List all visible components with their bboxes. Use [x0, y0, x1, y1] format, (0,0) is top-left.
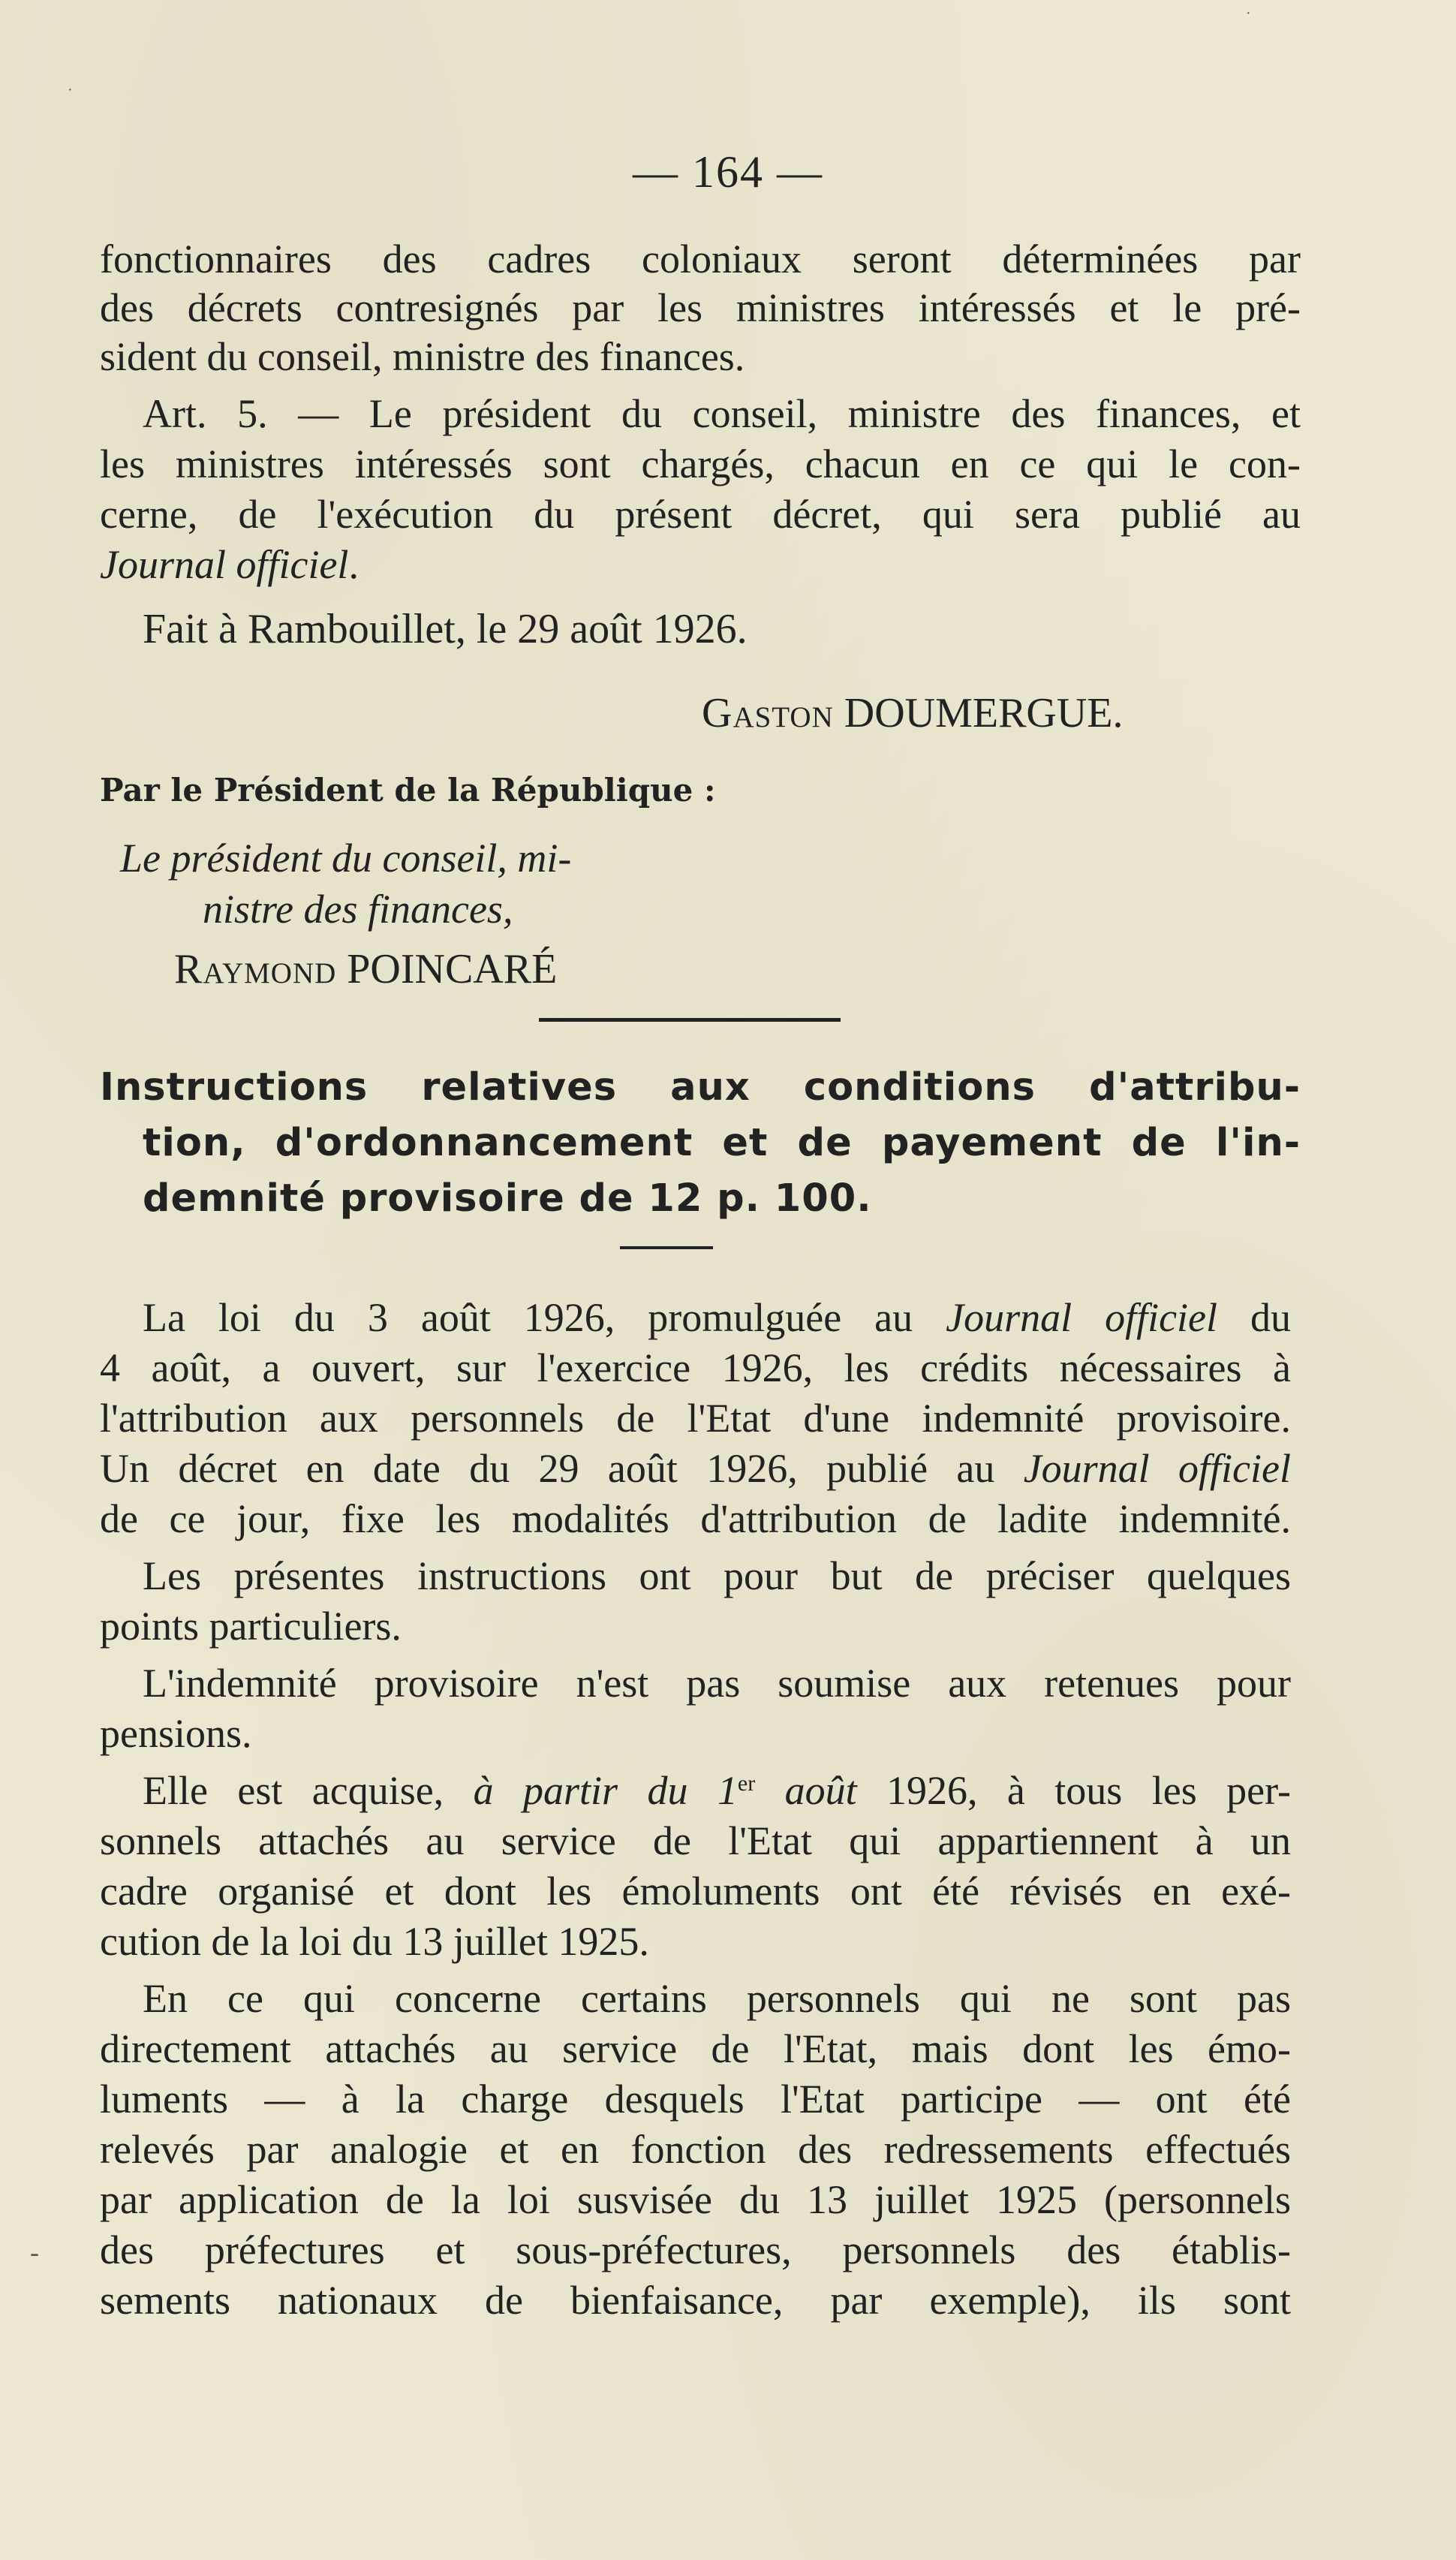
p4-c: août [755, 1768, 857, 1813]
countersign-name [174, 944, 557, 994]
scan-speck: · [1246, 5, 1251, 22]
p1-line-3: l'attribution aux personnels de l'Etat d'une indemnité provisoire. [100, 1396, 1291, 1441]
p4-d: 1926, à tous les per- [856, 1768, 1291, 1813]
p1-line-1-b: du [1217, 1295, 1292, 1340]
p1-line-4 [100, 1444, 1291, 1493]
p1-line-1-a: La loi du 3 août 1926, promulguée au [143, 1295, 946, 1340]
signatory-last-name: DOUMERGUE. [844, 690, 1124, 736]
p5-line-4: relevés par analogie et en fonction des redressements effectués [100, 2127, 1291, 2172]
decree-line-2: des décrets contresignés par les ministres intéressés et le pré- [100, 285, 1301, 330]
short-divider-rule [620, 1246, 713, 1249]
countersign-line-2: nistre des finances, [203, 887, 513, 932]
p1-line-4-a: Un décret en date du 29 août 1926, publié au [100, 1446, 1024, 1491]
p4-b: à partir du 1 [473, 1768, 738, 1813]
place-date-line: Fait à Rambouillet, le 29 août 1926. [143, 606, 748, 652]
instructions-title-line-3: demnité provisoire de 12 p. 100. [143, 1176, 872, 1221]
countersign-line-1: Le président du conseil, mi- [120, 836, 572, 881]
decree-line-3: sident du conseil, ministre des finances. [100, 334, 745, 379]
p5-line-1: En ce qui concerne certains personnels qui ne sont pas [143, 1976, 1291, 2021]
journal-officiel-ref: Journal officiel [1023, 1446, 1291, 1491]
article-5-line-1 [143, 389, 1301, 438]
par-le-president: Par le Président de la République : [100, 772, 716, 809]
section-divider-rule [539, 1018, 841, 1022]
signatory-first-name: Gaston [702, 690, 834, 736]
p3-line-2: pensions. [100, 1711, 252, 1756]
article-5-line-2: les ministres intéressés sont chargés, chacun en ce qui le con- [100, 441, 1301, 486]
instructions-title-line-2: tion, d'ordonnancement et de payement de l'in- [143, 1121, 1301, 1165]
p5-line-7: sements nationaux de bienfaisance, par exemple), ils sont [100, 2278, 1291, 2323]
article-5-end: . [348, 542, 359, 587]
scan-speck: - [30, 2237, 39, 2267]
instructions-title-line-1: Instructions relatives aux conditions d'attribu- [100, 1065, 1301, 1110]
journal-officiel-ref: Journal officiel [946, 1295, 1218, 1340]
article-5-text: Le président du conseil, ministre des finances, et [369, 391, 1301, 436]
p4-line-4: cution de la loi du 13 juillet 1925. [100, 1919, 649, 1964]
p1-line-2: 4 août, a ouvert, sur l'exercice 1926, les crédits nécessaires à [100, 1345, 1291, 1390]
countersign-first-name: Raymond [174, 946, 337, 992]
p2-line-1: Les présentes instructions ont pour but de préciser quelques [143, 1553, 1291, 1598]
p4-line-3: cadre organisé et dont les émoluments ont été révisés en exé- [100, 1869, 1291, 1914]
journal-officiel-ref: Journal officiel [100, 542, 349, 587]
signatory [702, 688, 1124, 738]
p5-line-6: des préfectures et sous-préfectures, personnels des établis- [100, 2227, 1291, 2272]
p2-line-2: points particuliers. [100, 1604, 402, 1649]
page-number: — 164 — [633, 147, 823, 197]
scan-speck: · [68, 82, 73, 98]
p1-line-1 [143, 1293, 1291, 1342]
p4-a: Elle est acquise, [143, 1768, 474, 1813]
p4-sup: er [737, 1771, 756, 1796]
p1-line-5: de ce jour, fixe les modalités d'attribution de ladite indemnité. [100, 1496, 1291, 1541]
article-5-line-4 [100, 540, 359, 589]
p5-line-5: par application de la loi susvisée du 13 juillet 1925 (personnels [100, 2177, 1291, 2222]
p4-line-1 [143, 1766, 1291, 1815]
countersign-last-name: POINCARÉ [347, 946, 558, 992]
p4-line-2: sonnels attachés au service de l'Etat qui appartiennent à un [100, 1818, 1291, 1863]
article-5-line-3: cerne, de l'exécution du présent décret, qui sera publié au [100, 492, 1301, 537]
article-5-lead: Art. 5. — [143, 391, 369, 436]
p5-line-2: directement attachés au service de l'Etat, mais dont les émo- [100, 2026, 1291, 2071]
p3-line-1: L'indemnité provisoire n'est pas soumise aux retenues pour [143, 1661, 1291, 1706]
p5-line-3: luments — à la charge desquels l'Etat participe — ont été [100, 2077, 1291, 2122]
decree-line-1: fonctionnaires des cadres coloniaux seront déterminées par [100, 236, 1301, 282]
